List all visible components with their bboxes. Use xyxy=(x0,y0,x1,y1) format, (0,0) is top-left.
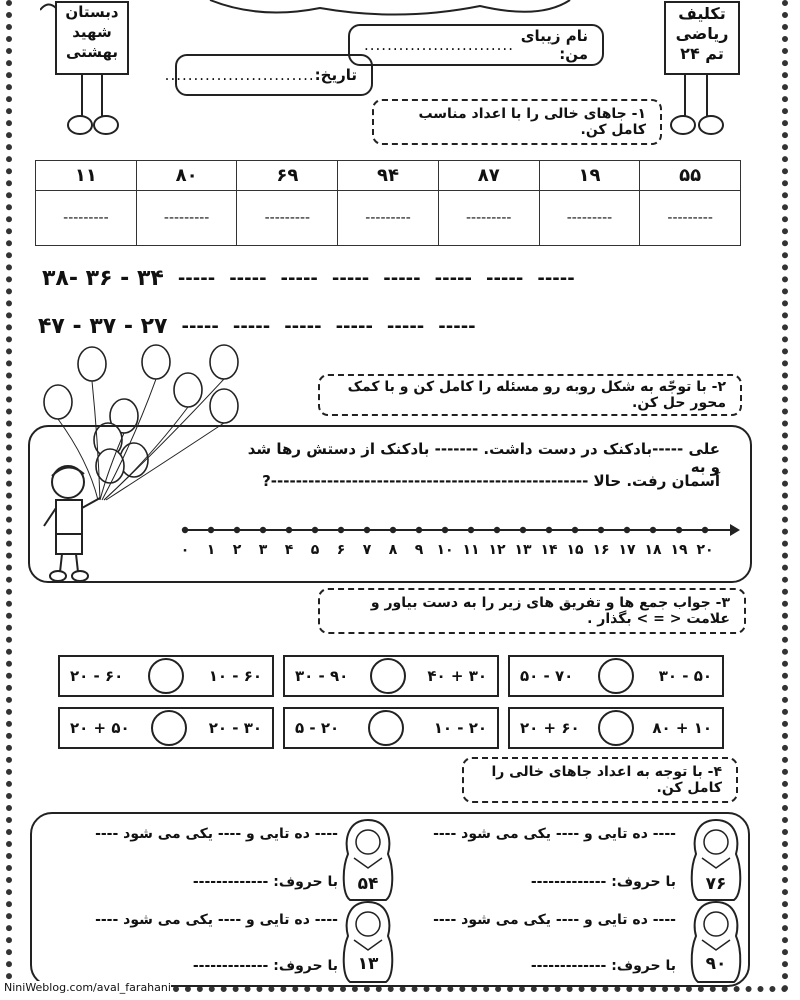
q4-title-box xyxy=(462,757,738,803)
q1-sequence-1 xyxy=(42,266,575,291)
compare-left-expression: ۳۰ + ۴۰ xyxy=(427,667,487,685)
doll-number: ۹۰ xyxy=(705,954,727,974)
q2-title: ۲- با توجّه به شکل روبه رو مسئله را کامل کن و با کمک محور حل کن. xyxy=(347,379,726,411)
table-row-numbers xyxy=(36,161,741,191)
table-cell-blank[interactable]: --------- xyxy=(136,191,237,246)
title-banner-decoration xyxy=(200,0,580,24)
sequence-blank[interactable]: ----- xyxy=(280,268,318,289)
q1-sequence-2 xyxy=(38,314,476,339)
q2-story-line-2: آسمان رفت. حالا ---------------------------------------------------? xyxy=(262,472,720,490)
sequence-blank[interactable]: ----- xyxy=(284,316,322,337)
table-cell-blank[interactable]: --------- xyxy=(438,191,539,246)
sequence-blank[interactable]: ----- xyxy=(438,316,476,337)
compare-sign-circle[interactable] xyxy=(598,658,634,694)
compare-sign-circle[interactable] xyxy=(148,658,184,694)
q2-title-box xyxy=(318,374,742,416)
doll-number: ۷۶ xyxy=(705,874,727,894)
number-line-label: ۱۹ xyxy=(670,542,688,558)
date-field[interactable] xyxy=(164,54,373,96)
number-line-tick xyxy=(520,527,526,533)
compare-sign-circle[interactable] xyxy=(370,658,406,694)
compare-sign-circle[interactable] xyxy=(368,710,404,746)
q2-story-line-1: علی -----بادکنک در دست داشت. ------- بادکنک از دستش رها شد و به xyxy=(247,440,720,476)
number-line-label: ۱۰ xyxy=(436,542,454,558)
number-line-tick xyxy=(546,527,552,533)
number-line-label: ۳ xyxy=(258,542,268,558)
number-line-tick xyxy=(468,527,474,533)
doll-number: ۱۳ xyxy=(357,954,379,974)
sequence-blank[interactable]: ----- xyxy=(383,268,421,289)
compare-box xyxy=(508,707,724,749)
number-line-label: ۱۷ xyxy=(618,542,636,558)
compare-right-expression: ۲۰ - ۵ xyxy=(295,719,340,737)
table-cell-number: ۵۵ xyxy=(640,161,741,191)
number-line-label: ۲۰ xyxy=(696,542,714,558)
table-cell-blank[interactable]: --------- xyxy=(539,191,640,246)
table-cell-blank[interactable]: --------- xyxy=(237,191,338,246)
number-line-label: ۱ xyxy=(206,542,216,558)
assignment-line-1: تکلیف xyxy=(678,4,726,23)
table-cell-blank[interactable]: --------- xyxy=(36,191,137,246)
sequence-blank[interactable]: ----- xyxy=(537,268,575,289)
table-cell-number: ۸۰ xyxy=(136,161,237,191)
number-line-tick xyxy=(442,527,448,533)
number-line-tick xyxy=(286,527,292,533)
compare-left-expression: ۵۰ - ۳۰ xyxy=(658,667,712,685)
number-line-tick xyxy=(494,527,500,533)
compare-left-expression: ۲۰ - ۱۰ xyxy=(433,719,487,737)
number-line-tick xyxy=(572,527,578,533)
name-blank: .......................... xyxy=(364,36,514,54)
compare-right-expression: ۶۰ - ۲۰ xyxy=(70,667,124,685)
compare-right-expression: ۵۰ + ۲۰ xyxy=(70,719,130,737)
number-line-tick xyxy=(390,527,396,533)
sequence-blank[interactable]: ----- xyxy=(335,316,373,337)
school-line-1: دبستان xyxy=(65,3,119,21)
in-words-line[interactable]: با حروف: ------------- xyxy=(530,958,676,974)
sequence-blank[interactable]: ----- xyxy=(485,268,524,289)
compare-box xyxy=(58,655,274,697)
number-line-tick xyxy=(702,527,708,533)
q3-title: ۳- جواب جمع ها و تفریق های زیر را به دست بیاور و علامت < = > بگذار . xyxy=(370,595,730,627)
number-line-tick xyxy=(312,527,318,533)
school-line-3: بهشتی xyxy=(65,43,119,61)
number-line-label: ۱۶ xyxy=(592,542,610,558)
sequence-blank[interactable]: ----- xyxy=(229,268,267,289)
number-line-tick xyxy=(260,527,266,533)
tens-ones-line[interactable]: ---- ده تایی و ---- یکی می شود ---- xyxy=(433,826,676,842)
sequence-blank[interactable]: ----- xyxy=(434,268,472,289)
number-line-tick xyxy=(624,527,630,533)
table-cell-number: ۸۷ xyxy=(438,161,539,191)
number-line-label: ۲ xyxy=(232,542,242,558)
table-cell-number: ۱۹ xyxy=(539,161,640,191)
q1-number-table xyxy=(35,160,741,246)
compare-right-expression: ۹۰ - ۳۰ xyxy=(295,667,349,685)
number-line-label: ۱۸ xyxy=(644,542,662,558)
table-cell-number: ۶۹ xyxy=(237,161,338,191)
tens-ones-line[interactable]: ---- ده تایی و ---- یکی می شود ---- xyxy=(95,826,338,842)
number-line-label: ۷ xyxy=(362,542,372,558)
number-line-label: ۴ xyxy=(284,542,294,558)
number-line-tick xyxy=(598,527,604,533)
table-row-blanks xyxy=(36,191,741,246)
sequence-blank[interactable]: ----- xyxy=(331,268,370,289)
table-cell-number: ۱۱ xyxy=(36,161,137,191)
compare-left-expression: ۱۰ + ۸۰ xyxy=(652,719,712,737)
table-cell-number: ۹۴ xyxy=(338,161,439,191)
assignment-title xyxy=(668,4,736,64)
date-label: تاریخ: xyxy=(314,66,357,84)
name-field[interactable] xyxy=(348,24,604,66)
number-line-label: ۱۳ xyxy=(514,542,532,558)
number-line-label: ۱۱ xyxy=(462,542,480,558)
in-words-line[interactable]: با حروف: ------------- xyxy=(530,874,676,890)
number-line-tick xyxy=(338,527,344,533)
sequence-start: ۳۴ - ۳۶ -۳۸ xyxy=(42,266,164,291)
number-line-label: ۱۲ xyxy=(488,542,506,558)
assignment-line-3: تم ۲۴ xyxy=(680,44,724,63)
sequence-blank[interactable]: ----- xyxy=(386,316,425,337)
table-cell-blank[interactable]: --------- xyxy=(640,191,741,246)
number-line-labels xyxy=(175,542,740,564)
watermark-text: NiniWeblog.com/aval_farahani xyxy=(4,981,171,994)
compare-sign-circle[interactable] xyxy=(598,710,634,746)
compare-box xyxy=(283,655,499,697)
sequence-blank[interactable]: ----- xyxy=(177,268,216,289)
tens-ones-line[interactable]: ---- ده تایی و ---- یکی می شود ---- xyxy=(95,912,338,928)
sequence-blank[interactable]: ----- xyxy=(181,316,219,337)
compare-right-expression: ۷۰ - ۵۰ xyxy=(520,667,574,685)
number-line-tick xyxy=(234,527,240,533)
in-words-line[interactable]: با حروف: ------------- xyxy=(192,958,338,974)
number-line-label: ۱۴ xyxy=(540,542,558,558)
table-cell-blank[interactable]: --------- xyxy=(338,191,439,246)
compare-right-expression: ۶۰ + ۲۰ xyxy=(520,719,580,737)
date-blank: .......................... xyxy=(164,66,315,84)
doll-number: ۵۴ xyxy=(357,874,379,894)
number-line-tick xyxy=(208,527,214,533)
number-line-label: ۶ xyxy=(336,542,346,558)
q1-title-box xyxy=(372,99,662,145)
number-line-label: ۸ xyxy=(388,542,398,558)
number-line-tick xyxy=(650,527,656,533)
number-line-label: ۹ xyxy=(414,542,424,558)
assignment-line-2: ریاضی xyxy=(675,24,729,43)
q1-title: ۱- جاهای خالی را با اعداد مناسب کامل کن. xyxy=(418,106,646,138)
number-line-label: ۱۵ xyxy=(566,542,584,558)
sequence-start: ۲۷ - ۳۷ - ۴۷ xyxy=(38,314,168,339)
school-line-2: شهید xyxy=(72,23,112,41)
boy-figure xyxy=(38,460,108,585)
number-line-label: ۰ xyxy=(180,542,190,558)
number-line-tick xyxy=(676,527,682,533)
compare-left-expression: ۳۰ - ۲۰ xyxy=(208,719,262,737)
tens-ones-line[interactable]: ---- ده تایی و ---- یکی می شود ---- xyxy=(433,912,676,928)
compare-box xyxy=(58,707,274,749)
compare-box xyxy=(283,707,499,749)
number-line-tick xyxy=(416,527,422,533)
q4-title: ۴- با توجه به اعداد جاهای خالی را کامل کن. xyxy=(491,764,722,796)
sequence-blank[interactable]: ----- xyxy=(232,316,271,337)
compare-sign-circle[interactable] xyxy=(151,710,187,746)
school-name xyxy=(56,2,128,62)
in-words-line[interactable]: با حروف: ------------- xyxy=(192,874,338,890)
number-line-label: ۵ xyxy=(310,542,320,558)
compare-left-expression: ۶۰ - ۱۰ xyxy=(208,667,262,685)
compare-box xyxy=(508,655,724,697)
name-label: نام زیبای من: xyxy=(520,27,588,63)
number-line-tick xyxy=(182,527,188,533)
number-line-tick xyxy=(364,527,370,533)
q3-title-box xyxy=(318,588,746,634)
